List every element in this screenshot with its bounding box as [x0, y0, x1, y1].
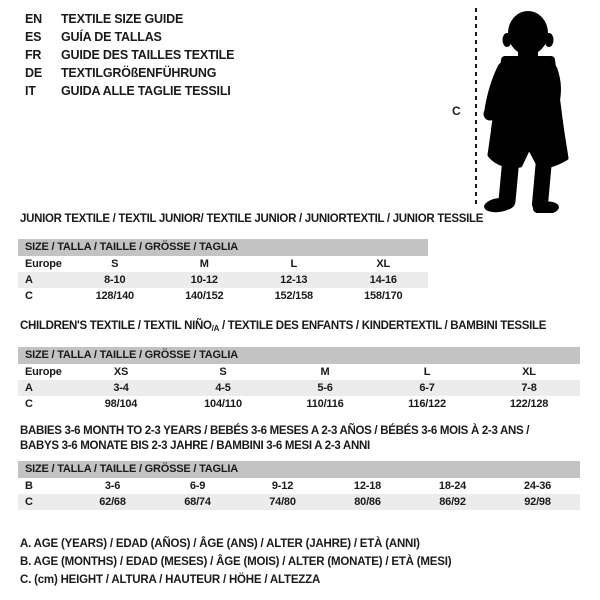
cell: 116/122	[408, 398, 446, 410]
cell: 62/68	[99, 496, 126, 508]
cell: XL	[376, 258, 391, 270]
cell: L	[290, 258, 298, 270]
language-row-es	[25, 28, 234, 46]
cell: 140/152	[185, 290, 224, 302]
junior-section-title: JUNIOR TEXTILE / TEXTIL JUNIOR/ TEXTILE JUNIOR / JUNIORTEXTIL / JUNIOR TESSILE	[20, 213, 484, 225]
cell: 74/80	[269, 496, 296, 508]
children-title-pre: CHILDREN'S TEXTILE / TEXTIL NIÑO	[20, 320, 212, 332]
children-section-title	[20, 320, 546, 333]
language-code: DE	[25, 66, 42, 80]
language-code: EN	[25, 12, 42, 26]
cell: 104/110	[204, 398, 242, 410]
children-title-sub: /A	[211, 324, 220, 333]
cell: 14-16	[369, 274, 397, 286]
row-label: A	[25, 382, 33, 394]
table-row	[18, 478, 580, 494]
table-row	[18, 380, 580, 396]
cell: L	[423, 366, 431, 378]
row-label: C	[25, 290, 33, 302]
cell: 98/104	[104, 398, 138, 410]
cell: S	[111, 258, 119, 270]
baby-silhouette-icon	[483, 8, 595, 213]
cell: 12-18	[353, 480, 382, 492]
cell: S	[219, 366, 227, 378]
language-row-de	[25, 64, 234, 82]
cell: 18-24	[438, 480, 467, 492]
cell: 5-6	[317, 382, 333, 394]
children-size-table	[18, 347, 580, 412]
table-row	[18, 272, 428, 288]
language-label: GUIDA ALLE TAGLIE TESSILI	[61, 84, 231, 98]
language-label: GUIDE DES TAILLES TEXTILE	[61, 48, 235, 62]
measurement-legend	[20, 535, 451, 589]
language-label: TEXTILGRÖßENFÜHRUNG	[61, 66, 217, 80]
cell: XS	[113, 366, 129, 378]
table-row	[18, 288, 428, 304]
cell: 122/128	[509, 398, 549, 410]
cell: M	[199, 258, 209, 270]
cell: 10-12	[190, 274, 218, 286]
cell: 24-36	[523, 480, 552, 492]
cell: 3-4	[113, 382, 129, 394]
cell: 6-7	[419, 382, 435, 394]
cell: 110/116	[306, 398, 344, 410]
size-header-bar: SIZE / TALLA / TAILLE / GRÖSSE / TAGLIA	[18, 347, 580, 364]
row-label: B	[25, 480, 33, 492]
language-row-fr	[25, 46, 234, 64]
height-marker-label: C	[452, 104, 461, 118]
babies-size-table	[18, 461, 580, 510]
language-label: GUÍA DE TALLAS	[61, 30, 162, 44]
cell: 86/92	[439, 496, 466, 508]
children-title-post: / TEXTILE DES ENFANTS / KINDERTEXTIL / BAMBINI TESSILE	[219, 320, 547, 332]
language-legend	[25, 10, 234, 100]
row-label: C	[25, 398, 33, 410]
language-code: IT	[25, 84, 36, 98]
language-code: ES	[25, 30, 42, 44]
cell: 4-5	[215, 382, 231, 394]
row-label: Europe	[25, 366, 62, 378]
language-row-it	[25, 82, 234, 100]
cell: M	[320, 366, 330, 378]
footnote-b: B. AGE (MONTHS) / EDAD (MESES) / ÂGE (MOIS) / ALTER (MONATE) / ETÀ (MESI)	[20, 556, 452, 568]
size-header-bar: SIZE / TALLA / TAILLE / GRÖSSE / TAGLIA	[18, 461, 580, 478]
babies-title-line1: BABIES 3-6 MONTH TO 2-3 YEARS / BEBÉS 3-6 MESES A 2-3 AÑOS / BÉBÉS 3-6 MOIS À 2-3 ANS /	[20, 425, 530, 437]
cell: 7-8	[521, 382, 537, 394]
height-dotted-line	[475, 8, 477, 208]
footnote-c: C. (cm) HEIGHT / ALTURA / HAUTEUR / HÖHE / ALTEZZA	[20, 574, 321, 586]
row-label: Europe	[25, 258, 62, 270]
size-header-bar: SIZE / TALLA / TAILLE / GRÖSSE / TAGLIA	[18, 239, 428, 256]
cell: 92/98	[524, 496, 551, 508]
language-code: FR	[25, 48, 42, 62]
table-row	[18, 256, 428, 272]
row-label: A	[25, 274, 33, 286]
cell: 158/170	[364, 290, 403, 302]
babies-title-line2: BABYS 3-6 MONATE BIS 2-3 JAHRE / BAMBINI 3-6 MESI A 2-3 ANNI	[20, 440, 370, 452]
language-label: TEXTILE SIZE GUIDE	[61, 12, 184, 26]
language-row-en	[25, 10, 234, 28]
cell: 8-10	[104, 274, 126, 286]
table-row	[18, 364, 580, 380]
cell: 128/140	[95, 290, 134, 302]
row-label: C	[25, 496, 33, 508]
table-row	[18, 494, 580, 510]
cell: 80/86	[354, 496, 381, 508]
cell: 6-9	[189, 480, 206, 492]
cell: 9-12	[271, 480, 294, 492]
junior-size-table	[18, 239, 428, 304]
cell: XL	[522, 366, 536, 378]
cell: 12-13	[280, 274, 308, 286]
footnote-a: A. AGE (YEARS) / EDAD (AÑOS) / ÂGE (ANS) / ALTER (JAHRE) / ETÀ (ANNI)	[20, 538, 420, 550]
cell: 68/74	[184, 496, 211, 508]
table-row	[18, 396, 580, 412]
cell: 3-6	[104, 480, 121, 492]
cell: 152/158	[274, 290, 313, 302]
babies-section-title	[20, 424, 529, 454]
